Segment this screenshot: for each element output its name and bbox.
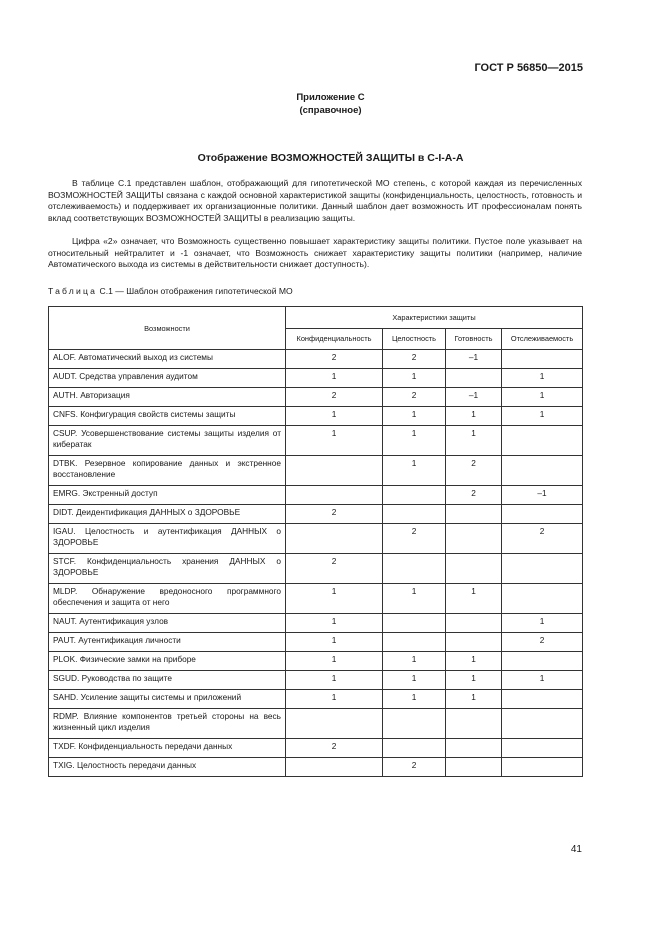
paragraph-legend: Цифра «2» означает, что Возможность существенно повышает характеристику защиты политики. Пустое поле указывает на относительный нейтралитет и -1 означает, что Возможность снижает характеристику защиты политики (например, наличие Автоматического выхода из системы в действительности снижает доступность). bbox=[48, 236, 582, 270]
capability-name: EMRG. Экстренный доступ bbox=[49, 486, 286, 505]
capability-name: DTBK. Резервное копирование данных и экстренное восстановление bbox=[49, 456, 286, 486]
table-row bbox=[49, 584, 583, 614]
rating-cell: 2 bbox=[446, 456, 502, 486]
header-accountability: Отслеживаемость bbox=[502, 328, 583, 350]
section-heading: Отображение ВОЗМОЖНОСТЕЙ ЗАЩИТЫ в C-I-A-A bbox=[197, 152, 464, 164]
table-caption-text: С.1 — Шаблон отображения гипотетической МО bbox=[97, 286, 293, 296]
table-row bbox=[49, 554, 583, 584]
rating-cell: 2 bbox=[383, 758, 446, 777]
rating-cell: –1 bbox=[446, 388, 502, 407]
header-capability: Возможности bbox=[49, 307, 286, 350]
rating-cell: 1 bbox=[446, 584, 502, 614]
rating-cell: 1 bbox=[502, 407, 583, 426]
rating-cell: 1 bbox=[383, 671, 446, 690]
rating-cell: –1 bbox=[446, 350, 502, 369]
rating-cell: 1 bbox=[383, 426, 446, 456]
rating-cell: 1 bbox=[502, 388, 583, 407]
header-characteristics: Характеристики защиты bbox=[286, 307, 583, 329]
table-row bbox=[49, 456, 583, 486]
rating-cell bbox=[286, 709, 383, 739]
rating-cell bbox=[502, 739, 583, 758]
table-caption bbox=[48, 286, 293, 296]
rating-cell: 1 bbox=[383, 456, 446, 486]
capability-name: ALOF. Автоматический выход из системы bbox=[49, 350, 286, 369]
appendix-title: Приложение С bbox=[296, 92, 365, 103]
rating-cell: 1 bbox=[383, 690, 446, 709]
rating-cell: 1 bbox=[383, 584, 446, 614]
rating-cell bbox=[502, 456, 583, 486]
capability-name: DIDT. Деидентификация ДАННЫХ о ЗДОРОВЬЕ bbox=[49, 505, 286, 524]
table-row bbox=[49, 524, 583, 554]
appendix-note: (справочное) bbox=[299, 105, 362, 116]
rating-cell: 2 bbox=[502, 524, 583, 554]
capability-name: NAUT. Аутентификация узлов bbox=[49, 614, 286, 633]
rating-cell: 2 bbox=[286, 739, 383, 758]
capability-name: IGAU. Целостность и аутентификация ДАННЫХ о ЗДОРОВЬЕ bbox=[49, 524, 286, 554]
rating-cell: 1 bbox=[286, 426, 383, 456]
rating-cell bbox=[383, 505, 446, 524]
rating-cell bbox=[383, 709, 446, 739]
rating-cell bbox=[446, 709, 502, 739]
table-row bbox=[49, 652, 583, 671]
rating-cell: 1 bbox=[286, 690, 383, 709]
rating-cell: 1 bbox=[286, 671, 383, 690]
capability-name: CSUP. Усовершенствование системы защиты изделия от кибератак bbox=[49, 426, 286, 456]
table-row bbox=[49, 709, 583, 739]
rating-cell bbox=[502, 584, 583, 614]
table-row bbox=[49, 739, 583, 758]
rating-cell bbox=[286, 758, 383, 777]
rating-cell bbox=[446, 739, 502, 758]
rating-cell: 1 bbox=[383, 652, 446, 671]
table-body bbox=[49, 350, 583, 777]
capability-name: STCF. Конфиденциальность хранения ДАННЫХ о ЗДОРОВЬЕ bbox=[49, 554, 286, 584]
rating-cell: 2 bbox=[502, 633, 583, 652]
rating-cell bbox=[446, 505, 502, 524]
rating-cell bbox=[502, 554, 583, 584]
table-row bbox=[49, 505, 583, 524]
table-row bbox=[49, 671, 583, 690]
rating-cell bbox=[446, 524, 502, 554]
rating-cell: 2 bbox=[286, 554, 383, 584]
paragraph-intro: В таблице С.1 представлен шаблон, отображающий для гипотетической МО степень, с которой каждая из перечисленных ВОЗМОЖНОСТЕЙ ЗАЩИТЫ связана с каждой основной характеристикой защиты (конфиденциальность, целостность, готовность и отслеживаемость) и поддерживает их организационные политики. Данный шаблон дает возможность ИТ профессионалам понять вклад соответствующих ВОЗМОЖНОСТЕЙ ЗАЩИТЫ в реализацию защиты. bbox=[48, 178, 582, 223]
capability-name: CNFS. Конфигурация свойств системы защиты bbox=[49, 407, 286, 426]
capability-name: AUDT. Средства управления аудитом bbox=[49, 369, 286, 388]
table-row bbox=[49, 350, 583, 369]
rating-cell bbox=[446, 758, 502, 777]
rating-cell: 1 bbox=[446, 652, 502, 671]
rating-cell: 1 bbox=[446, 671, 502, 690]
capability-name: SGUD. Руководства по защите bbox=[49, 671, 286, 690]
page-number: 41 bbox=[570, 844, 582, 855]
rating-cell: 2 bbox=[383, 388, 446, 407]
rating-cell: 1 bbox=[502, 369, 583, 388]
rating-cell: 1 bbox=[502, 671, 583, 690]
rating-cell: 1 bbox=[383, 369, 446, 388]
rating-cell bbox=[383, 739, 446, 758]
capability-name: RDMP. Влияние компонентов третьей стороны на весь жизненный цикл изделия bbox=[49, 709, 286, 739]
rating-cell bbox=[502, 758, 583, 777]
rating-cell bbox=[502, 652, 583, 671]
rating-cell: 2 bbox=[286, 350, 383, 369]
rating-cell bbox=[446, 554, 502, 584]
table-row bbox=[49, 690, 583, 709]
capability-name: SAHD. Усиление защиты системы и приложений bbox=[49, 690, 286, 709]
table-row bbox=[49, 426, 583, 456]
rating-cell: 2 bbox=[383, 524, 446, 554]
table-row bbox=[49, 407, 583, 426]
rating-cell bbox=[502, 505, 583, 524]
rating-cell: 2 bbox=[286, 505, 383, 524]
rating-cell bbox=[383, 554, 446, 584]
capability-name: MLDP. Обнаружение вредоносного программного обеспечения и защита от него bbox=[49, 584, 286, 614]
table-row bbox=[49, 388, 583, 407]
capability-name: TXDF. Конфиденциальность передачи данных bbox=[49, 739, 286, 758]
rating-cell: 1 bbox=[286, 614, 383, 633]
rating-cell bbox=[502, 350, 583, 369]
table-row bbox=[49, 614, 583, 633]
table-caption-label: Таблица bbox=[48, 286, 98, 296]
rating-cell: 1 bbox=[502, 614, 583, 633]
appendix-block bbox=[0, 91, 661, 117]
rating-cell bbox=[446, 614, 502, 633]
capability-name: PAUT. Аутентификация личности bbox=[49, 633, 286, 652]
rating-cell bbox=[502, 709, 583, 739]
rating-cell: 1 bbox=[383, 407, 446, 426]
rating-cell bbox=[383, 614, 446, 633]
rating-cell: –1 bbox=[502, 486, 583, 505]
table-row bbox=[49, 758, 583, 777]
capability-name: AUTH. Авторизация bbox=[49, 388, 286, 407]
rating-cell: 1 bbox=[446, 690, 502, 709]
rating-cell: 2 bbox=[286, 388, 383, 407]
rating-cell bbox=[286, 456, 383, 486]
rating-cell: 1 bbox=[286, 633, 383, 652]
rating-cell bbox=[383, 486, 446, 505]
capabilities-table bbox=[48, 306, 583, 777]
header-confidentiality: Конфиденциальность bbox=[286, 328, 383, 350]
header-availability: Готовность bbox=[446, 328, 502, 350]
table-row bbox=[49, 486, 583, 505]
rating-cell bbox=[446, 369, 502, 388]
table-row bbox=[49, 369, 583, 388]
standard-number: ГОСТ Р 56850—2015 bbox=[474, 62, 583, 74]
rating-cell: 2 bbox=[383, 350, 446, 369]
rating-cell: 1 bbox=[446, 407, 502, 426]
rating-cell: 1 bbox=[286, 584, 383, 614]
capability-name: PLOK. Физические замки на приборе bbox=[49, 652, 286, 671]
capability-name: TXIG. Целостность передачи данных bbox=[49, 758, 286, 777]
rating-cell bbox=[502, 690, 583, 709]
rating-cell: 2 bbox=[446, 486, 502, 505]
rating-cell bbox=[502, 426, 583, 456]
table-row bbox=[49, 633, 583, 652]
rating-cell bbox=[383, 633, 446, 652]
header-integrity: Целостность bbox=[383, 328, 446, 350]
rating-cell bbox=[286, 486, 383, 505]
rating-cell: 1 bbox=[286, 369, 383, 388]
rating-cell: 1 bbox=[286, 652, 383, 671]
rating-cell bbox=[286, 524, 383, 554]
rating-cell: 1 bbox=[446, 426, 502, 456]
rating-cell bbox=[446, 633, 502, 652]
rating-cell: 1 bbox=[286, 407, 383, 426]
